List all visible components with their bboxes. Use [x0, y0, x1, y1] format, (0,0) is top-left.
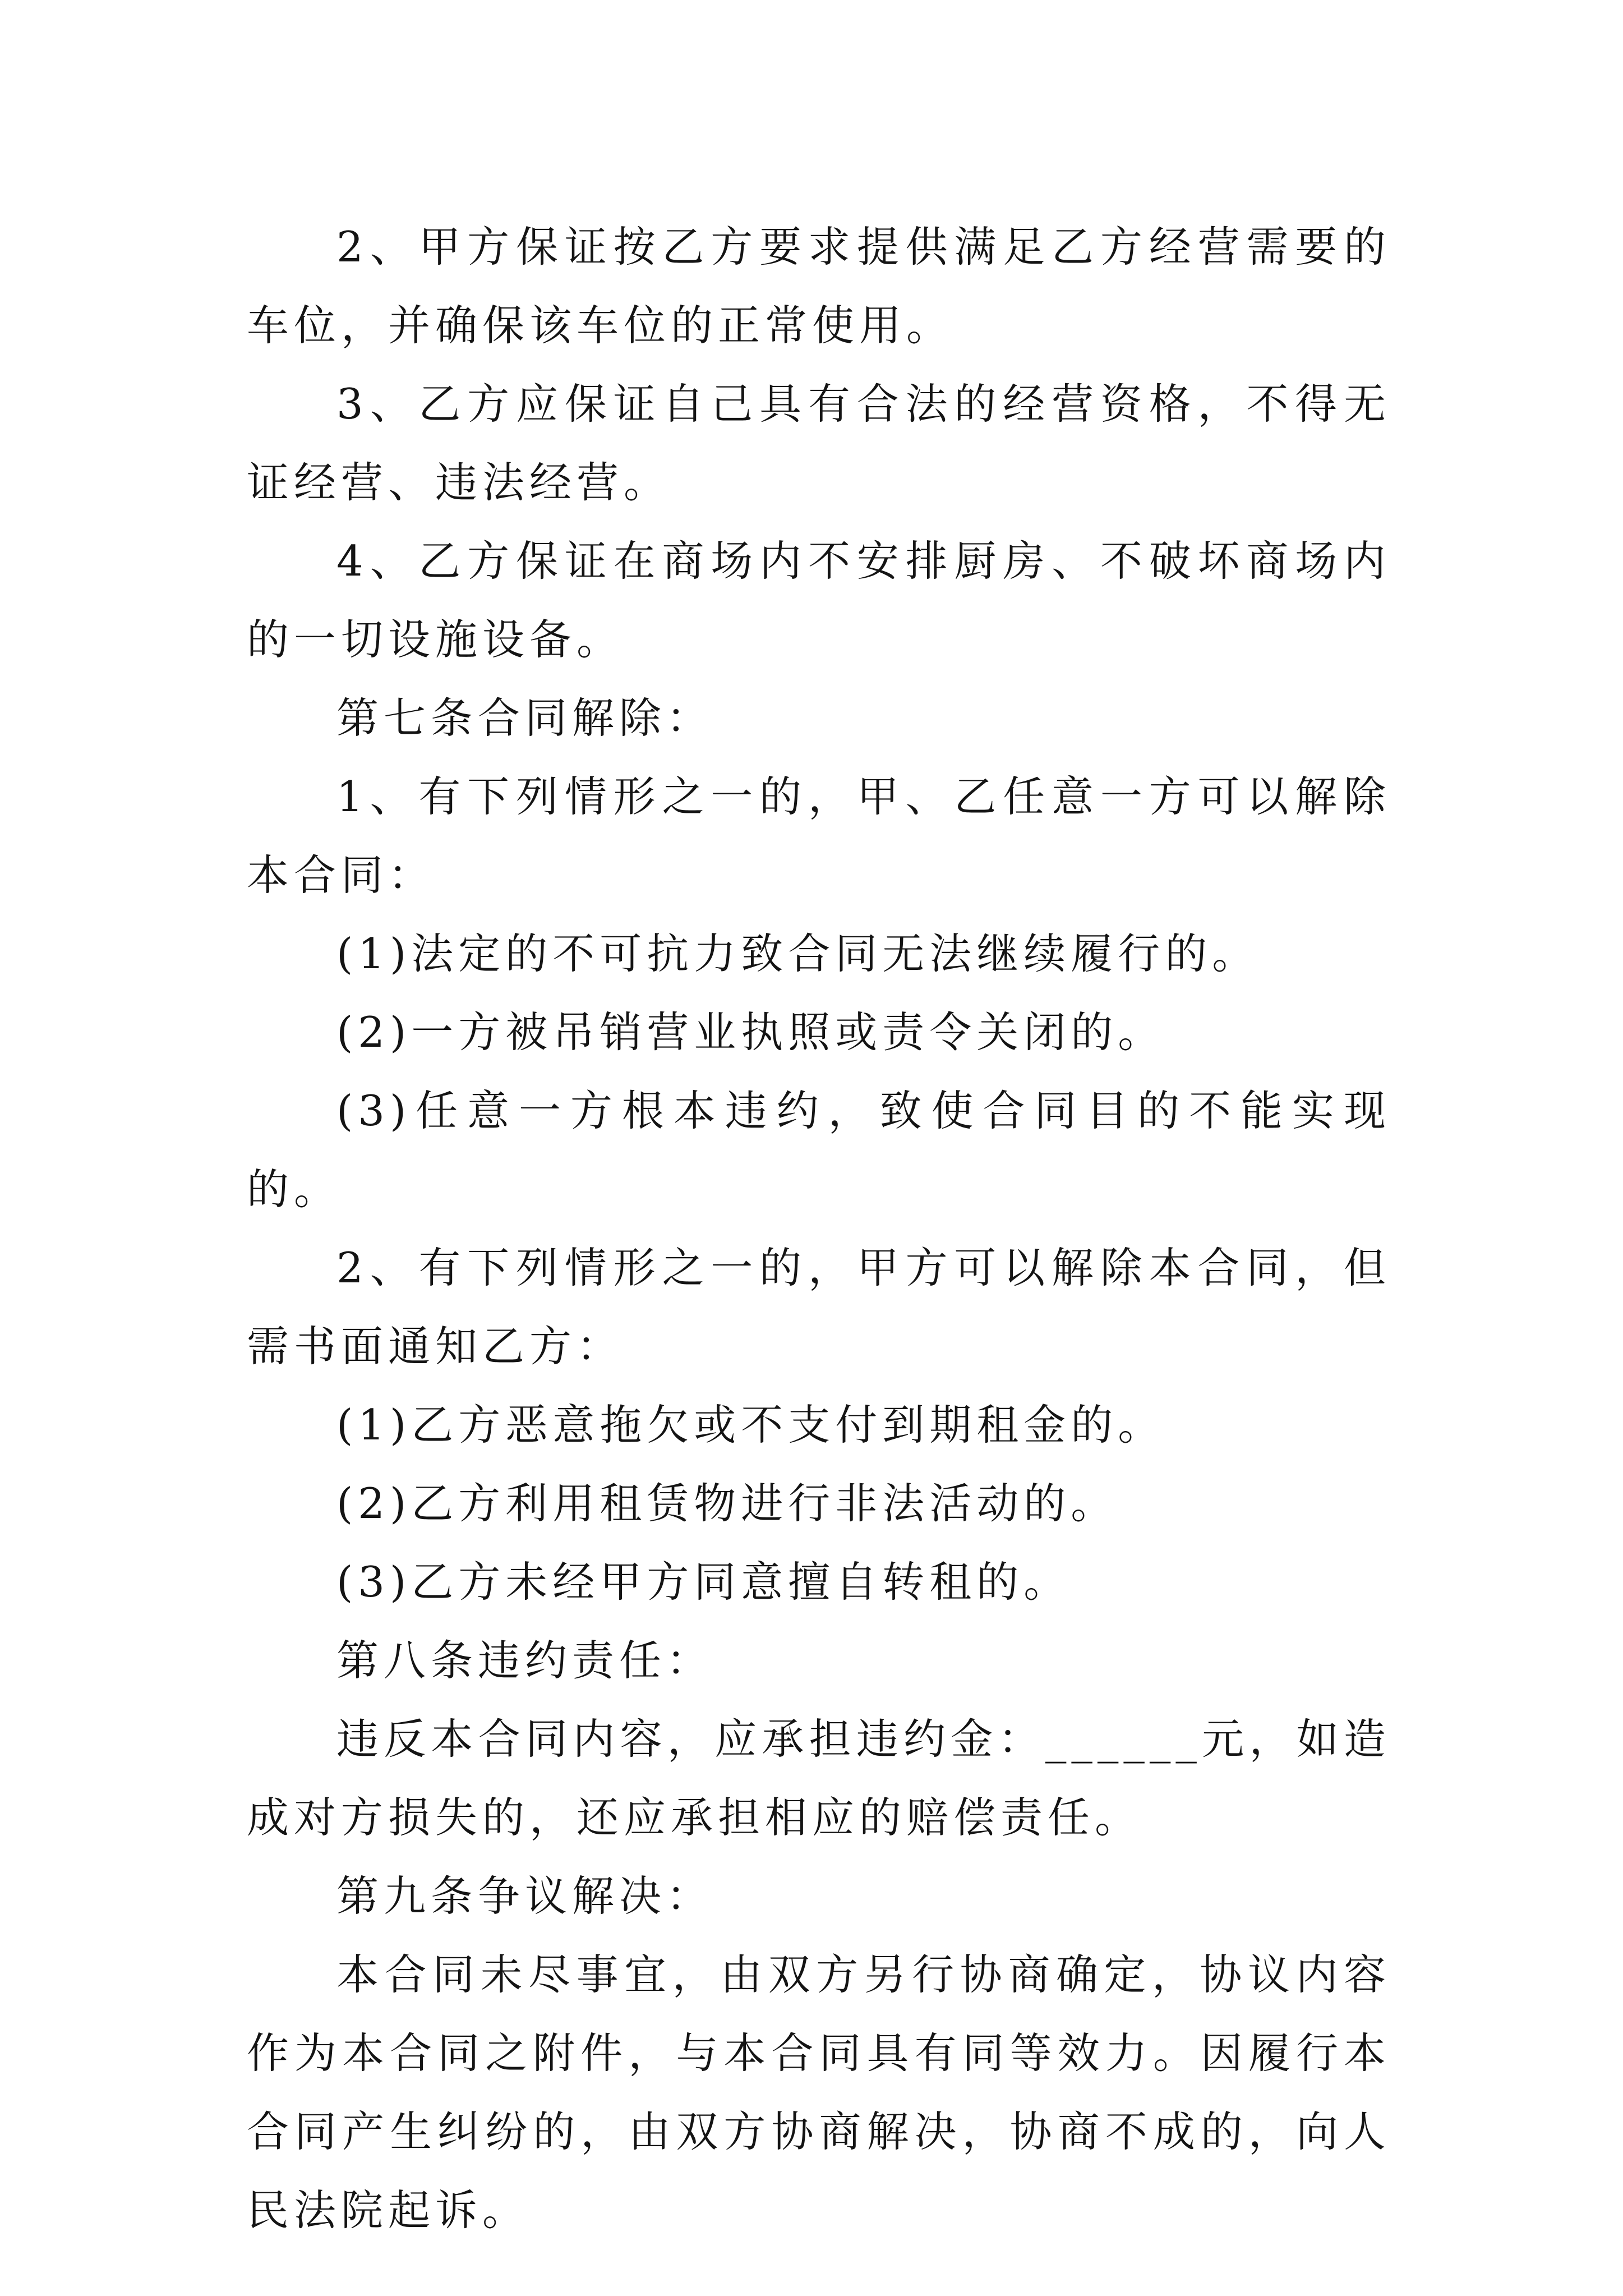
heading-article-7-termination: 第七条合同解除： [336, 693, 714, 743]
paragraph-no-kitchen: 4、乙方保证在商场内不安排厨房、不破坏商场内的一切设施设备。 [247, 536, 1391, 664]
paragraph-party-a-termination: 2、有下列情形之一的，甲方可以解除本合同，但需书面通知乙方： [247, 1243, 1391, 1371]
paragraph-parking-clause: 2、甲方保证按乙方要求提供满足乙方经营需要的车位，并确保该车位的正常使用。 [247, 222, 1391, 350]
heading-article-9-disputes: 第九条争议解决： [336, 1871, 714, 1921]
paragraph-business-qualification: 3、乙方应保证自己具有合法的经营资格，不得无证经营、违法经营。 [247, 379, 1391, 507]
list-item-unauthorized-sublease: (3)乙方未经甲方同意擅自转租的。 [336, 1557, 1071, 1607]
paragraph-dispute-resolution: 本合同未尽事宜，由双方另行协商确定，协议内容作为本合同之附件，与本合同具有同等效力。因履行本合同产生纠纷的，由双方协商解决，协商不成的，向人民法院起诉。 [247, 1950, 1391, 2235]
paragraph-penalty: 违反本合同内容，应承担违约金：______元，如造成对方损失的，还应承担相应的赔偿责任。 [247, 1714, 1391, 1842]
document-body [247, 208, 1391, 2249]
list-item-fundamental-breach: (3)任意一方根本违约，致使合同目的不能实现的。 [247, 1086, 1391, 1214]
paragraph-mutual-termination: 1、有下列情形之一的，甲、乙任意一方可以解除本合同： [247, 772, 1391, 900]
list-item-unpaid-rent: (1)乙方恶意拖欠或不支付到期租金的。 [336, 1400, 1165, 1450]
list-item-force-majeure: (1)法定的不可抗力致合同无法继续履行的。 [336, 929, 1260, 978]
list-item-license-revoked: (2)一方被吊销营业执照或责令关闭的。 [336, 1007, 1165, 1057]
heading-article-8-liability: 第八条违约责任： [336, 1636, 714, 1685]
list-item-illegal-activity: (2)乙方利用租赁物进行非法活动的。 [336, 1479, 1118, 1528]
